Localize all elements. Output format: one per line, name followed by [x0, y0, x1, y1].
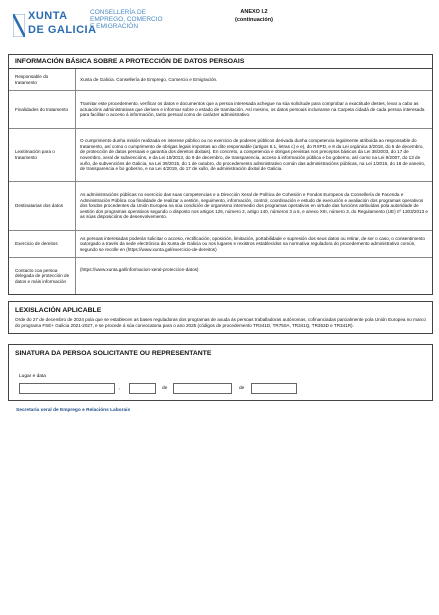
de-separator: de [162, 386, 168, 391]
row-label: Responsable do tratamento [9, 69, 76, 90]
place-date-label: Lugar e data [19, 374, 46, 379]
row-text: As persoas interesadas poderán solicitar o acceso, rectificación, oposición, limitación, portabilidade e supresión dos seus datos ou retirar, de ser o caso, o consentimento outorgado a través da sede electrónica da Xunta de Galicia ou nos lugares e rexistros establecidos na normativa reguladora do procedemento administrativo común, segundo se recolle en (https://www.xunta.gal/exercicio-de-dereitos) [80, 235, 425, 252]
department-line: E EMIGRACIÓN [90, 23, 139, 31]
signature-title: SINATURA DA PERSOA SOLICITANTE OU REPRESENTANTE [15, 350, 212, 357]
department-line: EMPREGO, COMERCIO [90, 16, 163, 24]
table-row [9, 69, 432, 90]
table-row [9, 230, 432, 257]
annex-title: ANEXO I.2 [240, 9, 268, 15]
legislation-text: Orde do 27 de decembro de 2024 pola que se establecen as bases reguladoras dos programas de axuda ás persoas traballadoras autónomas, cofinanciadas parcialmente pola Unión Europea no marco do programa FSE+ Galicia 2021-2027, e se procede á súa convocatoria para o ano 2025 (códigos de procedemento TR341D, TR750A, TR341Q, TR353D e TR341R). [15, 317, 426, 328]
row-text: O cumprimento dunha misión realizada en interese público ou no exercicio de poderes públicos derivada dunha competencia legalmente atribuída ao responsable do tratamento, así como o cumprimento de obrigas legais impostas ao dito responsable (artigos 6.1, letras c) e e), do RXPD, e 8 da Lei orgánica 3/2018, do 5 de decembro, de protección de datos persoais e garantía dos dereitos dixitais). En concreto, a competencia e obrigas previstas nos preceptos básicos da Lei 38/2003, do 17 de novembro, xeral de subvencións, e da Lei 19/2013, do 9 de decembro, de transparencia, acceso á información pública e bo goberno, así como na Lei 9/2007, do 13 de xuño, de subvencións de Galicia, na Lei 39/2015, do 1 de outubro, do procedemento administrativo común das administracións públicas, na Lei 1/2016, do 18 de xaneiro, de transparencia e bo goberno, e na Lei 4/2019, do 17 de xullo, de administración dixital de Galicia. [80, 138, 426, 172]
de-separator: de [239, 386, 245, 391]
table-row [9, 181, 432, 230]
row-label: Destinatarias dos datos [9, 182, 76, 230]
row-text: Tramitar este procedemento, verificar os datos e documentos que a persoa interesada achegue na súa solicitude para comprobar a exactitude destes, levar a cabo as actuacións administrativas que deriven e informar sobre o estado de tramitación. Así mesmo, os datos persoais incluiranse na Carpeta cidadá de cada persoa interesada para facilitar o acceso á información, tanto persoal como de carácter administrativo. [80, 101, 425, 118]
signature-box [8, 344, 433, 401]
flag-icon [13, 14, 25, 37]
row-label: Finalidades do tratamento [9, 91, 76, 128]
brand-line-2: DE GALICIA [28, 24, 97, 36]
annex-label [224, 8, 284, 24]
comma-separator: , [119, 386, 121, 391]
row-label: Exercicio de dereitos [9, 231, 76, 257]
legislation-box [8, 301, 433, 334]
row-label: Contacto coa persoa delegada de protección de datos e máis información [9, 258, 76, 294]
place-field[interactable] [19, 383, 115, 394]
department-line: CONSELLERÍA DE [90, 9, 146, 16]
brand-line-1: XUNTA [28, 10, 68, 22]
data-protection-table [9, 69, 432, 294]
row-text: Xunta de Galicia. Consellería de Emprego, Comercio e Emigración. [80, 76, 218, 82]
year-field[interactable] [251, 383, 297, 394]
row-text: (https://www.xunta.gal/informacion-xeral-proteccion-datos) [80, 267, 199, 272]
day-field[interactable] [129, 383, 156, 394]
data-protection-box [8, 54, 433, 295]
xunta-logo [12, 8, 97, 44]
table-row [9, 128, 432, 181]
row-text: As administracións públicas no exercicio das suas competencias e a Dirección Xeral de Política de Cohesión e Fondos Europeos da Consellería de Facenda e Administración Pública coa finalidade de realizar a xestión, seguimento, información, control, coordinación e estudo de execución e avaliación dos programas operativos dos fondos procedentes da Unión Europea na súa condición de organismo intermedio dos programas operativos en virtude das funcións atribuídas pola autoridade de xestión dos programas operativos segundo o disposto nos artigos 125, número 2, artigo 140, números 3 a 5, e anexo XIII, número 3, do Regulamento (UE) nº 1303/2013 e as súas disposicións de desenvolvemento. [80, 192, 428, 220]
document-header [12, 8, 432, 50]
row-label: Lexitimación para o tratamento [9, 129, 76, 181]
data-protection-title: INFORMACIÓN BÁSICA SOBRE A PROTECCIÓN DE DATOS PERSOAIS [9, 55, 432, 69]
table-row [9, 90, 432, 128]
department-name [90, 9, 210, 31]
table-row [9, 257, 432, 294]
footer-department: Secretaría xeral de Emprego e Relacións Laborais [16, 408, 131, 413]
annex-subtitle: (continuación) [235, 17, 273, 23]
month-field[interactable] [173, 383, 232, 394]
legislation-title: LEXISLACIÓN APLICABLE [15, 307, 102, 314]
